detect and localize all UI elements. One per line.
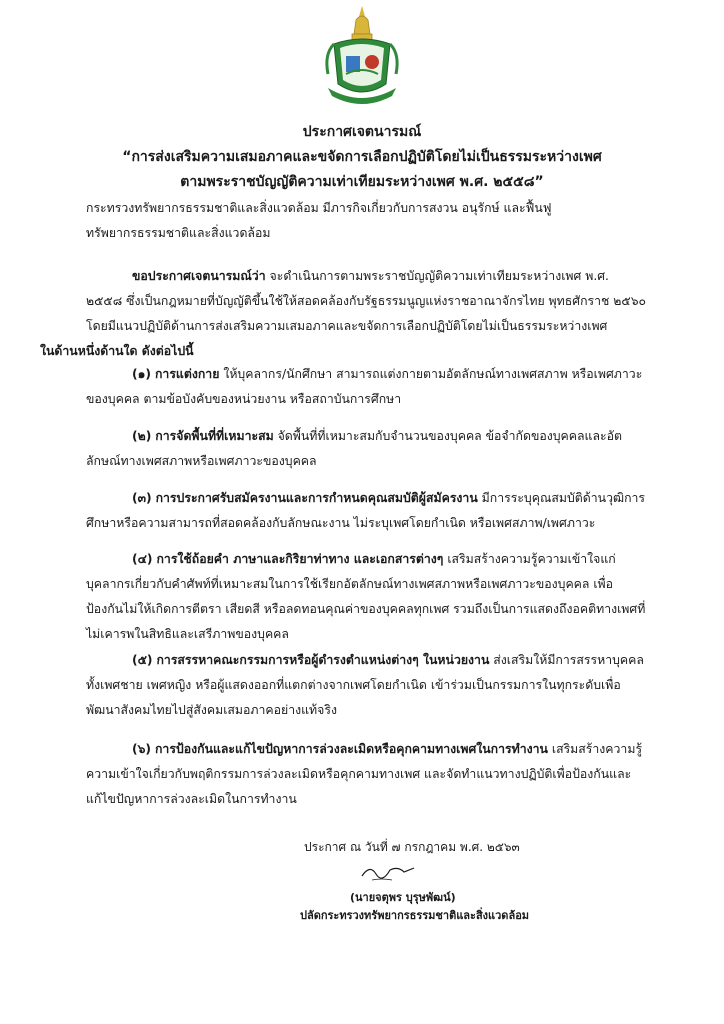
item-heading: การจัดพื้นที่ที่เหมาะสม — [155, 429, 274, 443]
list-item-3 — [86, 486, 646, 536]
item-number: (๒) — [132, 429, 152, 443]
intro-paragraph: กระทรวงทรัพยากรธรรมชาติและสิ่งแวดล้อม มีภารกิจเกี่ยวกับการสงวน อนุรักษ์ และฟื้นฟูทรัพยากรธรรมชาติและสิ่งแวดล้อม — [86, 201, 552, 240]
item-heading: การสรรหาคณะกรรมการหรือผู้ดำรงตำแหน่งต่างๆ ในหน่วยงาน — [156, 653, 490, 667]
item-heading: การประกาศรับสมัครงานและการกำหนดคุณสมบัติผู้สมัครงาน — [155, 491, 478, 505]
item-text: ให้บุคลากร/นักศึกษา สามารถแต่งกายตามอัตลักษณ์ทางเพศสภาพ หรือเพศภาวะของบุคคล ตามข้อบังคับของหน่วยงาน หรือสถาบันการศึกษา — [86, 367, 643, 406]
item-number: (๑) — [132, 367, 152, 381]
item-number: (๕) — [132, 653, 153, 667]
document-title-line-1: “การส่งเสริมความเสมอภาคและขจัดการเลือกปฏิบัติโดยไม่เป็นธรรมระหว่างเพศ — [122, 149, 602, 165]
item-text: ส่งเสริมให้มีการสรรหาบุคคลทั้งเพศชาย เพศหญิง หรือผู้แสดงออกที่แตกต่างจากเพศโดยกำเนิด เข้าร่วมเป็นกรรมการในทุกระดับเพื่อพัฒนาสังคมไทยไปสู่สังคมเสมอภาคอย่างแท้จริง — [86, 653, 644, 717]
item-number: (๔) — [132, 552, 153, 566]
list-item-2 — [86, 424, 646, 474]
handwritten-signature — [358, 860, 418, 884]
ministry-seal-logo — [322, 4, 402, 108]
item-heading: การป้องกันและแก้ไขปัญหาการล่วงละเมิดหรือคุกคามทางเพศในการทำงาน — [154, 742, 548, 756]
item-number: (๖) — [132, 742, 152, 756]
list-item-6 — [86, 737, 646, 812]
signer-name: (นายจตุพร บุรุษพัฒน์) — [350, 891, 456, 904]
declaration-body: จะดำเนินการตามพระราชบัญญัติความเท่าเทียมระหว่างเพศ พ.ศ. ๒๕๕๘ ซึ่งเป็นกฎหมายที่บัญญัติขึ้นใช้ให้สอดคล้องกับรัฐธรรมนูญแห่งราชอาณาจักรไทย พุทธศักราช ๒๕๖๐ โดยมีแนวปฏิบัติด้านการส่งเสริมความเสมอภาคและขจัดการเลือกปฏิบัติโดยไม่เป็นธรรมระหว่างเพศ — [86, 269, 647, 333]
list-item-4 — [86, 547, 646, 647]
item-number: (๓) — [132, 491, 152, 505]
list-item-1 — [86, 362, 646, 412]
item-text: เสริมสร้างความรู้ความเข้าใจแก่บุคลากรเกี่ยวกับคำศัพท์ที่เหมาะสมในการใช้เรียกอัตลักษณ์ทางเพศสภาพหรือเพศภาวะของบุคคล เพื่อป้องกันไม่ให้เกิดการตีตรา เสียดสี หรือลดทอนคุณค่าของบุคคลทุกเพศ รวมถึงเป็นการแสดงถึงอคติทางเพศที่ไม่เคารพในสิทธิและเสรีภาพของบุคคล — [86, 552, 646, 641]
signer-title: ปลัดกระทรวงทรัพยากรธรรมชาติและสิ่งแวดล้อม — [300, 909, 530, 922]
item-heading: การแต่งกาย — [154, 367, 220, 381]
item-text: เสริมสร้างความรู้ความเข้าใจเกี่ยวกับพฤติกรรมการล่วงละเมิดหรือคุกคามทางเพศ และจัดทำแนวทางปฏิบัติเพื่อป้องกันและแก้ไขปัญหาการล่วงละเมิดในการทำงาน — [86, 742, 643, 806]
document-type-heading: ประกาศเจตนารมณ์ — [302, 124, 422, 140]
announcement-date: ประกาศ ณ วันที่ ๗ กรกฎาคม พ.ศ. ๒๕๖๓ — [304, 840, 520, 854]
declaration-paragraph — [40, 264, 647, 364]
item-text: จัดพื้นที่ที่เหมาะสมกับจำนวนของบุคคล ข้อจำกัดของบุคคลและอัตลักษณ์ทางเพศสภาพหรือเพศภาวะของบุคคล — [86, 429, 622, 468]
declaration-tail: ในด้านหนึ่งด้านใด ดังต่อไปนี้ — [40, 344, 194, 358]
declaration-lead: ขอประกาศเจตนารมณ์ว่า — [132, 269, 266, 283]
document-title-line-2: ตามพระราชบัญญัติความเท่าเทียมระหว่างเพศ พ.ศ. ๒๕๕๘” — [180, 174, 544, 190]
item-text: มีการระบุคุณสมบัติด้านวุฒิการศึกษาหรือความสามารถที่สอดคล้องกับลักษณะงาน ไม่ระบุเพศโดยกำเนิด หรือเพศสภาพ/เพศภาวะ — [86, 491, 646, 530]
list-item-5 — [86, 648, 646, 723]
item-heading: การใช้ถ้อยคำ ภาษาและกิริยาท่าทาง และเอกสารต่างๆ — [156, 552, 444, 566]
